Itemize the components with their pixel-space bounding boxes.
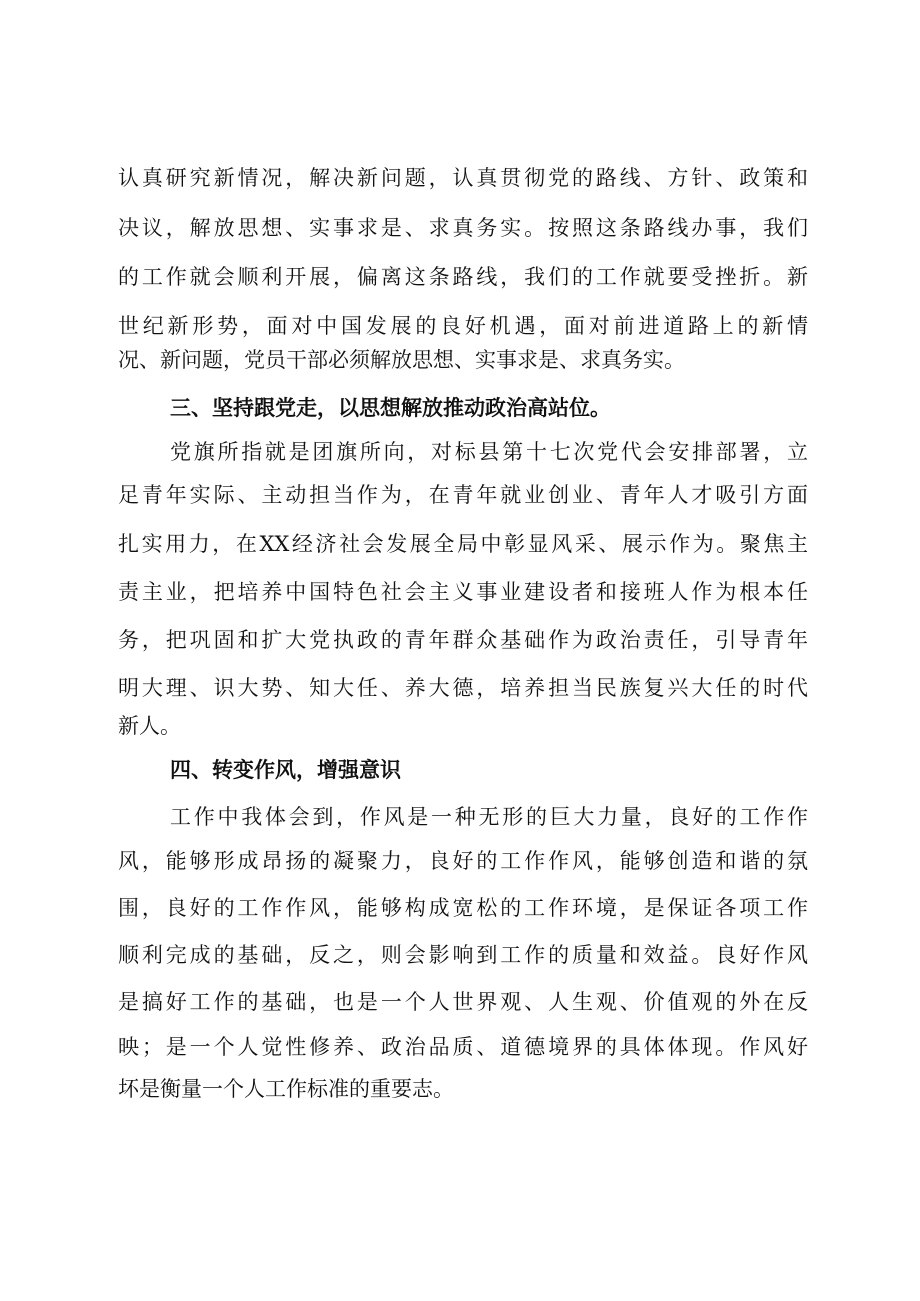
paragraph-line: 扎实用力，在XX经济社会发展全局中彰显风采、展示作为。聚焦主 bbox=[118, 532, 808, 556]
paragraph-line: 风，能够形成昂扬的凝聚力，良好的工作作风，能够创造和谐的氛 bbox=[118, 849, 808, 873]
paragraph-line: 坏是衡量一个人工作标准的重要志。 bbox=[118, 1077, 454, 1101]
paragraph-line: 认真研究新情况，解决新问题，认真贯彻党的路线、方针、政策和 bbox=[118, 166, 808, 190]
section-heading-3: 三、坚持跟党走，以思想解放推动政治高站位。 bbox=[170, 396, 611, 420]
paragraph-line: 责主业，把培养中国特色社会主义事业建设者和接班人作为根本任 bbox=[118, 580, 808, 604]
paragraph-line: 工作中我体会到，作风是一种无形的巨大力量，良好的工作作 bbox=[170, 805, 808, 829]
paragraph-line: 新人。 bbox=[118, 714, 181, 738]
section-heading-4: 四、转变作风，增强意识 bbox=[170, 758, 401, 782]
paragraph-line: 世纪新形势，面对中国发展的良好机遇，面对前进道路上的新情 bbox=[118, 314, 808, 338]
paragraph-line: 决议，解放思想、实事求是、求真务实。按照这条路线办事，我们 bbox=[118, 216, 808, 240]
paragraph-line: 围，良好的工作作风，能够构成宽松的工作环境，是保证各项工作 bbox=[118, 896, 808, 920]
paragraph-line: 务，把巩固和扩大党执政的青年群众基础作为政治责任，引导青年 bbox=[118, 628, 808, 652]
paragraph-line: 明大理、识大势、知大任、养大德，培养担当民族复兴大任的时代 bbox=[118, 676, 808, 700]
paragraph-line: 党旗所指就是团旗所向，对标县第十七次党代会安排部署，立 bbox=[170, 440, 808, 464]
paragraph-line: 况、新问题，党员干部必须解放思想、实事求是、求真务实。 bbox=[118, 348, 685, 372]
paragraph-line: 的工作就会顺利开展，偏离这条路线，我们的工作就要受挫折。新 bbox=[118, 265, 808, 289]
paragraph-line: 顺利完成的基础，反之，则会影响到工作的质量和效益。良好作风 bbox=[118, 943, 808, 967]
paragraph-line: 映；是一个人觉性修养、政治品质、道德境界的具体体现。作风好 bbox=[118, 1035, 808, 1059]
paragraph-line: 是搞好工作的基础，也是一个人世界观、人生观、价值观的外在反 bbox=[118, 990, 808, 1014]
paragraph-line: 足青年实际、主动担当作为，在青年就业创业、青年人才吸引方面 bbox=[118, 483, 808, 507]
